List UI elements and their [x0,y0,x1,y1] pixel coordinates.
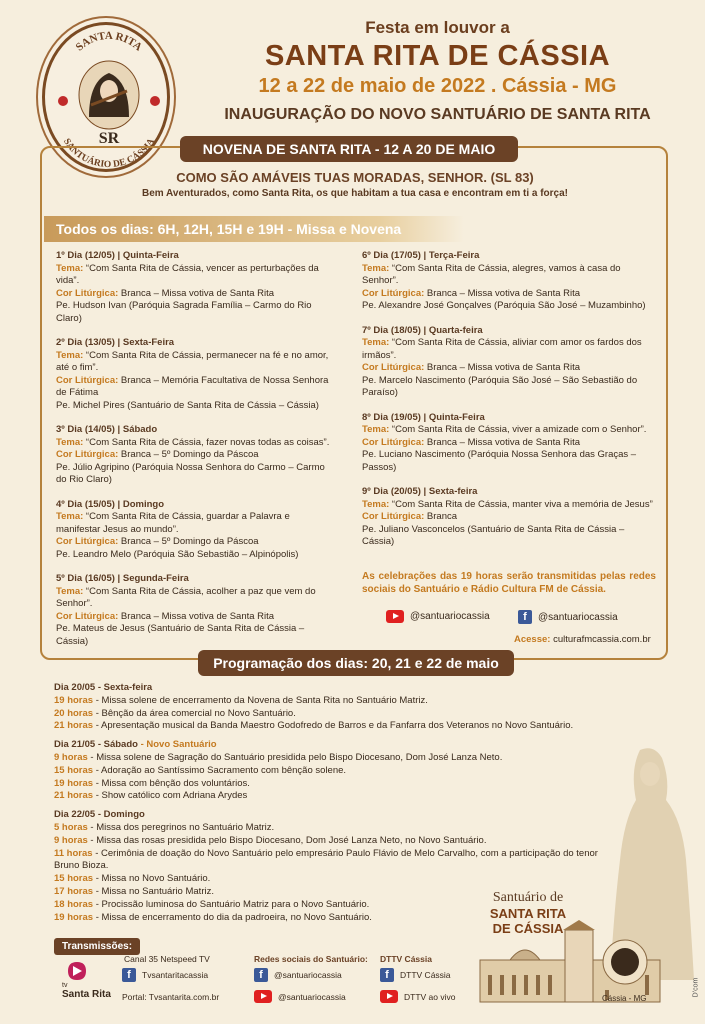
cor-text: Branca – Memória Facultativa de Nossa Senhora de Fátima [56,374,329,398]
cor-label: Cor Litúrgica: [56,374,119,386]
day-title: 5º Dia (16/05) | Segunda-Feira [56,573,189,584]
programacao-tab: Programação dos dias: 20, 21 e 22 de maio [198,650,514,676]
day-priest: Pe. Júlio Agripino (Paróquia Nossa Senhora do Carmo – Carmo do Rio Claro) [56,461,325,485]
tv-facebook-link[interactable] [122,968,208,982]
schedule-time: 9 horas [54,834,88,846]
dttv-youtube-handle: DTTV ao vivo [404,991,456,1002]
redes-youtube-link[interactable] [254,990,346,1003]
day-title: 1º Dia (12/05) | Quinta-Feira [56,250,179,261]
cor-text: Branca – Missa votiva de Santa Rita [118,610,275,622]
day-priest: Pe. Marcelo Nascimento (Paróquia São José – São Sebastião do Paraíso) [362,374,638,398]
day-color [362,511,658,524]
tema-text: “Com Santa Rita de Cássia, permanecer na fé e no amor, até o fim”. [56,349,329,373]
redes-facebook-link[interactable] [254,968,342,982]
transmissoes-label: Transmissões: [54,938,140,955]
day-title: 9º Dia (20/05) | Sexta-feira [362,486,478,497]
youtube-icon [386,610,404,623]
cassia-mg-label: Cássia - MG [602,994,647,1003]
schedule-time: 20 horas [54,707,94,719]
canal-label: Canal 35 Netspeed TV [124,954,210,964]
facebook-handle: @santuariocassia [538,611,618,623]
schedule-desc: - Missa no Santuário Matriz. [93,885,214,897]
schedule-item [54,848,614,874]
tema-text: “Com Santa Rita de Cássia, guardar a Palavra e manifestar Jesus ao mundo”. [56,511,290,535]
tv-facebook-handle: Tvsantaritacassia [142,970,209,980]
tema-label: Tema: [56,262,84,274]
schedule-desc: - Missa solene de encerramento da Novena de Santa Rita no Santuário Matriz. [93,694,428,706]
header-line-1: Festa em louvor a [365,18,510,37]
cor-label: Cor Litúrgica: [56,449,119,460]
dttv-facebook-handle: DTTV Cássia [400,970,451,980]
schedule-desc: - Cerimônia de doação do Novo Santuário pelo empresário Paulo Flávio de Melo Carvalho, com a participação do tenor Bruno Bioza. [54,847,598,872]
day-priest: Pe. Mateus de Jesus (Santuário de Santa Rita de Cássia – Cássia) [56,623,305,647]
day-theme [362,499,658,512]
tema-label: Tema: [362,424,390,435]
schedule-time: 21 horas [54,720,94,732]
tema-label: Tema: [362,337,390,348]
tv-label: tv [62,982,68,989]
cor-label: Cor Litúrgica: [56,610,119,622]
cor-label: Cor Litúrgica: [362,287,425,299]
cor-text: Branca – Missa votiva de Santa Rita [424,436,581,448]
schedule-time: 17 horas [54,885,94,897]
schedule-time: 15 horas [54,873,94,885]
day-priest: Pe. Luciano Nascimento (Paróquia Nossa Senhora das Graças – Passos) [362,449,637,473]
tv-santa-rita-logo [62,960,111,1000]
schedule-time: 19 horas [54,777,94,789]
dttv-facebook-link[interactable] [380,968,451,982]
day-22-heading: Dia 22/05 - Domingo [54,809,145,821]
youtube-handle: @santuariocassia [410,611,490,622]
schedule-desc: - Missa solene de Sagração do Santuário presidida pelo Bispo Diocesano, Dom José Lanza Neto. [87,751,503,763]
svg-text:SANTA RITA [74,30,145,54]
tema-label: Tema: [362,498,390,510]
facebook-link[interactable] [518,610,618,624]
santa-rita-tv-name: Santa Rita [62,989,111,1000]
cor-text: Branca [424,511,458,522]
cor-text: Branca – Missa votiva de Santa Rita [118,287,275,299]
header-title: SANTA RITA DE CÁSSIA [264,40,611,72]
santuario-line-2: SANTA RITA [489,906,567,921]
schedule-item [54,822,614,835]
day-color [56,288,336,301]
day-theme [362,337,658,362]
schedule-desc: - Missa dos peregrinos no Santuário Matriz. [87,821,275,833]
logo-top-text: SANTA RITA [73,29,145,54]
day-theme [362,263,658,288]
programacao [54,682,614,924]
day-color [56,375,336,400]
broadcast-note: As celebrações das 19 horas serão transmitidas pelas redes sociais do Santuário e Rádio Cultura FM de Cássia. [362,571,656,595]
novena-day [56,424,336,487]
days-column-right [362,250,658,561]
schedule-time: 19 horas [54,694,94,706]
schedule-time: 9 horas [54,751,88,763]
day-theme [56,511,336,536]
novena-day [362,486,658,549]
portal-link[interactable]: Portal: Tvsantarita.com.br [122,992,220,1002]
tema-text: “Com Santa Rita de Cássia, vencer as perturbações da vida”. [56,262,319,286]
day-color [362,437,658,450]
logo-bottom-text: SANTUÁRIO DE CÁSSIA [61,136,157,171]
schedule-time: 18 horas [54,898,94,910]
cor-label: Cor Litúrgica: [362,362,425,373]
facebook-icon: f [518,610,532,624]
day-theme [56,586,336,611]
facebook-icon: f [122,968,136,982]
schedule-item [54,765,614,778]
schedule-desc: - Procissão luminosa do Santuário Matriz para o Novo Santuário. [93,898,370,910]
schedule-time: 11 horas [54,847,93,859]
novena-day [56,337,336,412]
day-color [56,449,336,462]
tema-text: “Com Santa Rita de Cássia, viver a amizade com o Senhor”. [389,424,647,435]
cor-label: Cor Litúrgica: [56,287,119,299]
novena-day [362,325,658,400]
verse-title: COMO SÃO AMÁVEIS TUAS MORADAS, SENHOR. (SL 83) [176,170,534,185]
logo-monogram: SR [98,130,120,147]
day-title: 2º Dia (13/05) | Sexta-Feira [56,337,175,348]
day-priest: Pe. Leandro Melo (Paróquia São Sebastião – Alpinópolis) [56,548,299,560]
day-title: 6º Dia (17/05) | Terça-Feira [362,250,480,261]
cor-label: Cor Litúrgica: [362,436,425,448]
santuario-line-3: DE CÁSSIA [492,921,564,936]
schedule-item [54,695,614,708]
header-dates: 12 a 22 de maio de 2022 . Cássia - MG [258,75,617,97]
schedule-desc: - Missa das rosas presidida pelo Bispo Diocesano, Dom José Lanza Neto, no Novo Santuário. [87,834,487,846]
redes-facebook-handle: @santuariocassia [274,970,342,980]
cor-text: Branca – 5º Domingo da Páscoa [118,536,259,547]
tema-label: Tema: [56,585,84,597]
day-title: 7º Dia (18/05) | Quarta-feira [362,324,483,336]
tema-label: Tema: [56,349,84,361]
novena-day [362,250,658,313]
cor-text: Branca – Missa votiva de Santa Rita [424,362,581,373]
day-theme [56,263,336,288]
website-access[interactable] [514,634,651,645]
dcom-credit: D'com [692,977,700,998]
header [180,18,695,124]
days-column-left [56,250,336,660]
schedule-item [54,873,614,886]
day-color [56,611,336,624]
cor-label: Cor Litúrgica: [56,536,119,547]
novena-day [56,499,336,562]
novena-day [362,412,658,475]
day-21-heading: Dia 21/05 - Sábado - Novo Santuário [54,739,217,751]
tema-text: “Com Santa Rita de Cássia, alegres, vamos à casa do Senhor”. [362,262,621,286]
tema-label: Tema: [56,436,84,448]
schedule-time: 19 horas [54,911,94,923]
schedule-desc: - Apresentação musical da Banda Maestro Godofredo de Barros e da Fanfarra dos Veteranos no Novo Santuário. [93,720,574,732]
dttv-label: DTTV Cássia [380,954,432,964]
access-url: culturafmcassia.com.br [550,634,651,645]
youtube-link[interactable] [386,610,490,623]
tema-label: Tema: [56,511,84,522]
redes-youtube-handle: @santuariocassia [278,991,346,1002]
schedule-time: 5 horas [54,821,88,833]
schedule-desc: - Bênção da área comercial no Novo Santuário. [93,707,296,719]
header-inauguration: INAUGURAÇÃO DO NOVO SANTUÁRIO DE SANTA RITA [224,106,651,123]
day-theme [362,424,658,437]
cor-text: Branca – 5º Domingo da Páscoa [118,449,259,460]
santuario-line-1: Santuário de [492,890,564,905]
day-color [362,362,658,375]
schedule-desc: - Missa no Novo Santuário. [93,873,211,885]
novena-day [56,573,336,648]
day-priest: Pe. Hudson Ivan (Paróquia Sagrada Família – Carmo do Rio Claro) [56,300,312,324]
schedule-desc: - Show católico com Adriana Arydes [93,790,248,802]
schedule-item [54,835,614,848]
access-label: Acesse: [514,634,551,645]
novena-day [56,250,336,325]
verse-subtitle: Bem Aventurados, como Santa Rita, os que habitam a tua casa e encontram em ti a força! [141,188,569,199]
verse [60,170,650,199]
daily-schedule-banner: Todos os dias: 6H, 12H, 15H e 19H - Missa e Novena [44,216,464,242]
schedule-desc: - Missa com bênção dos voluntários. [93,777,250,789]
facebook-icon: f [380,968,394,982]
tema-text: “Com Santa Rita de Cássia, acolher a paz que vem do Senhor”. [56,585,316,609]
schedule-item [54,708,614,721]
schedule-item [54,720,614,733]
schedule-desc: - Adoração ao Santíssimo Sacramento com bênção solene. [93,764,347,776]
day-theme [56,350,336,375]
day-title: 8º Dia (19/05) | Quinta-Feira [362,411,485,423]
cor-text: Branca – Missa votiva de Santa Rita [424,287,581,299]
redes-label: Redes sociais do Santuário: [254,954,368,964]
day-color [56,536,336,549]
day-color [362,288,658,301]
tema-text: “Com Santa Rita de Cássia, aliviar com amor os fardos dos irmãos”. [362,337,642,361]
tema-text: “Com Santa Rita de Cássia, manter viva a memória de Jesus” [389,498,653,510]
novena-tab: NOVENA DE SANTA RITA - 12 A 20 DE MAIO [180,136,518,162]
youtube-icon [254,990,272,1003]
facebook-icon: f [254,968,268,982]
schedule-time: 21 horas [54,790,94,802]
schedule-desc: - Missa de encerramento do dia da padroeira, no Novo Santuário. [93,911,372,923]
dttv-youtube-link[interactable] [380,990,456,1003]
day-title: 3º Dia (14/05) | Sábado [56,424,158,435]
tema-text: “Com Santa Rita de Cássia, fazer novas todas as coisas”. [83,436,330,448]
youtube-icon [380,990,398,1003]
schedule-time: 15 horas [54,764,94,776]
schedule-item [54,752,614,765]
cor-label: Cor Litúrgica: [362,511,425,522]
tema-label: Tema: [362,262,390,274]
schedule-item [54,778,614,791]
schedule-item [54,790,614,803]
day-priest: Pe. Michel Pires (Santuário de Santa Rita de Cássia – Cássia) [56,399,319,411]
day-priest: Pe. Juliano Vasconcelos (Santuário de Santa Rita de Cássia – Cássia) [362,523,625,547]
day-title: 4º Dia (15/05) | Domingo [56,498,165,510]
day-priest: Pe. Alexandre José Gonçalves (Paróquia São José – Muzambinho) [362,300,646,311]
day-theme [56,437,336,450]
day-20-heading: Dia 20/05 - Sexta-feira [54,682,153,693]
